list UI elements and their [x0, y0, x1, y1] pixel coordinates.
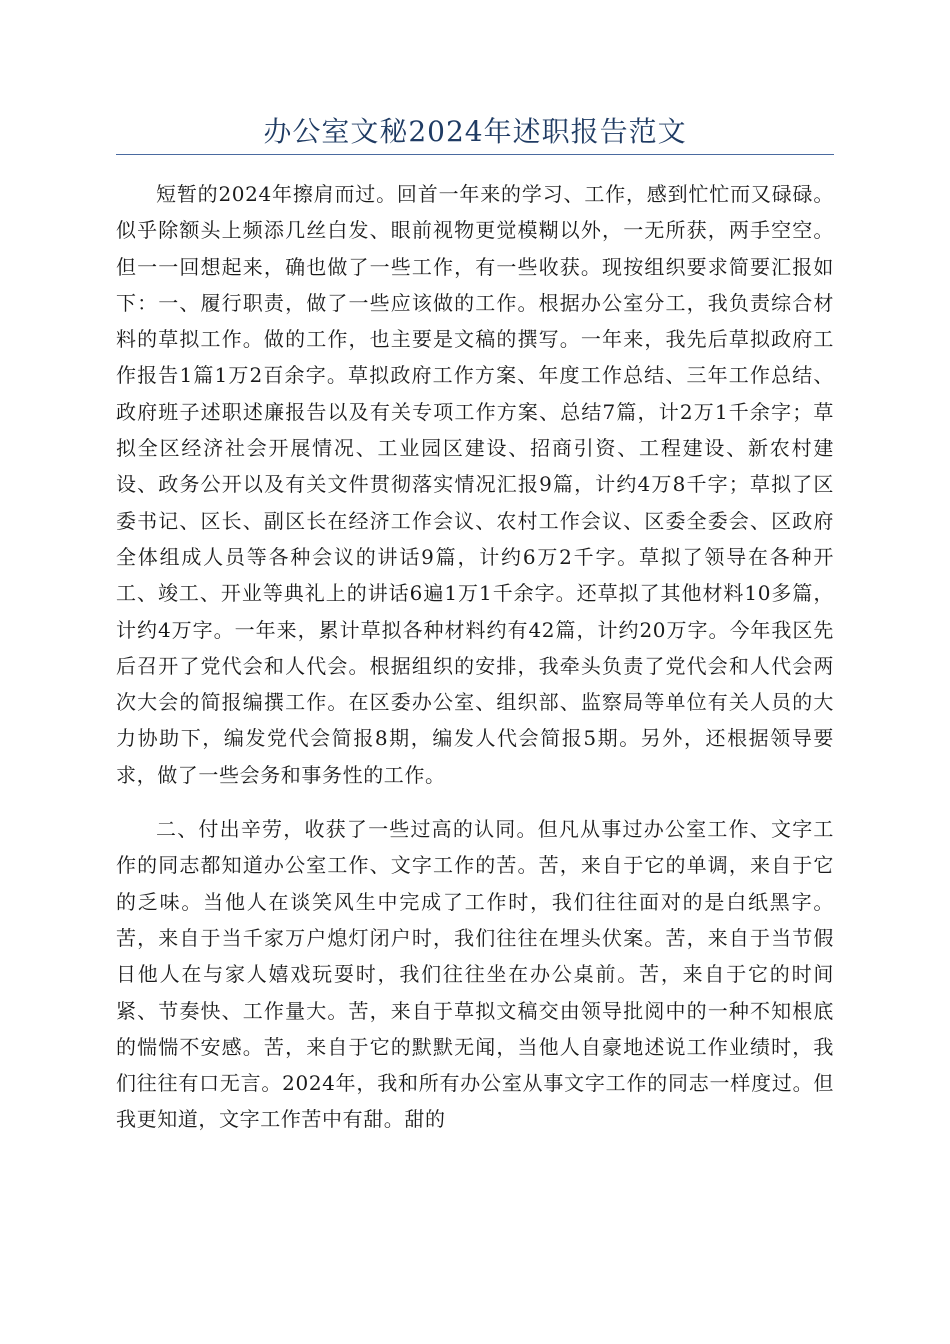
paragraph-2: 二、付出辛劳，收获了一些过高的认同。但凡从事过办公室工作、文字工作的同志都知道办公室工作、文字工作的苦。苦，来自于它的单调，来自于它的乏味。当他人在谈笑风生中完成了工作时，我们往往面对的是白纸黑字。苦，来自于当千家万户熄灯闭户时，我们往往在埋头伏案。苦，来自于当节假日他人在与家人嬉戏玩耍时，我们往往坐在办公桌前。苦，来自于它的时间紧、节奏快、工作量大。苦，来自于草拟文稿交由领导批阅中的一种不知根底的惴惴不安感。苦，来自于它的默默无闻，当他人自豪地述说工作业绩时，我们往往有口无言。2024年，我和所有办公室从事文字工作的同志一样度过。但我更知道，文字工作苦中有甜。甜的	[116, 817, 834, 1132]
title-underline	[116, 154, 834, 155]
document-body	[116, 176, 834, 1138]
paragraph-1: 短暂的2024年擦肩而过。回首一年来的学习、工作，感到忙忙而又碌碌。似乎除额头上频添几丝白发、眼前视物更觉模糊以外，一无所获，两手空空。但一一回想起来，确也做了一些工作，有一些收获。现按组织要求简要汇报如下：一、履行职责，做了一些应该做的工作。根据办公室分工，我负责综合材料的草拟工作。做的工作，也主要是文稿的撰写。一年来，我先后草拟政府工作报告1篇1万2百余字。草拟政府工作方案、年度工作总结、三年工作总结、政府班子述职述廉报告以及有关专项工作方案、总结7篇，计2万1千余字；草拟全区经济社会开展情况、工业园区建设、招商引资、工程建设、新农村建设、政务公开以及有关文件贯彻落实情况汇报9篇，计约4万8千字；草拟了区委书记、区长、副区长在经济工作会议、农村工作会议、区委全委会、区政府全体组成人员等各种会议的讲话9篇，计约6万2千字。草拟了领导在各种开工、竣工、开业等典礼上的讲话6遍1万1千余字。还草拟了其他材料10多篇，计约4万字。一年来，累计草拟各种材料约有42篇，计约20万字。今年我区先后召开了党代会和人代会。根据组织的安排，我牵头负责了党代会和人代会两次大会的简报编撰工作。在区委办公室、组织部、监察局等单位有关人员的大力协助下，编发党代会简报8期，编发人代会简报5期。另外，还根据领导要求，做了一些会务和事务性的工作。	[116, 182, 834, 787]
document-title: 办公室文秘2024年述职报告范文	[263, 115, 687, 148]
